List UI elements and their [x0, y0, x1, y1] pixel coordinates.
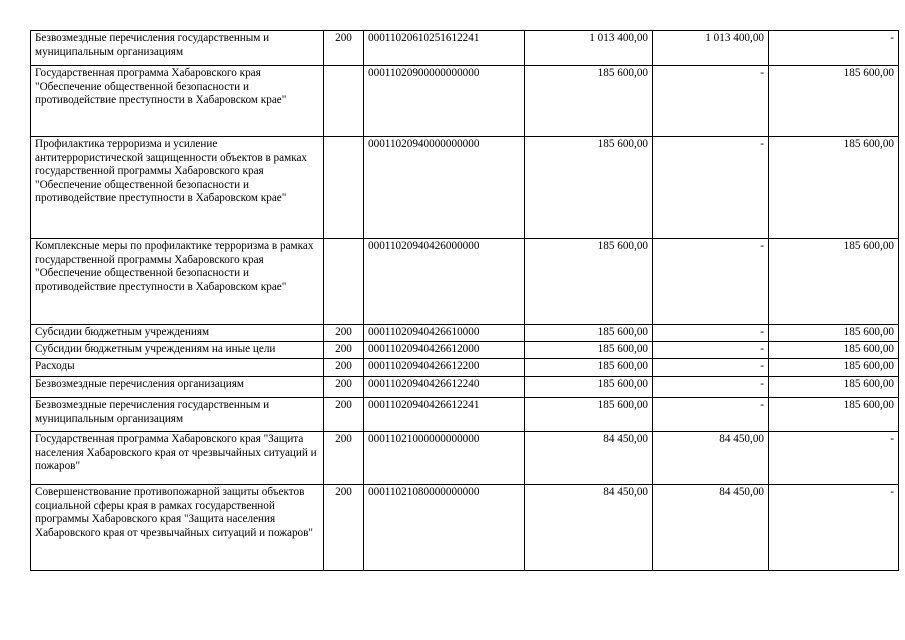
amount-cell-2: 84 450,00	[653, 485, 769, 571]
admin-code-cell: 200	[324, 359, 364, 377]
row-name-cell: Субсидии бюджетным учреждениям на иные цели	[31, 342, 324, 359]
amount-cell-1: 185 600,00	[525, 359, 653, 377]
row-name-cell: Комплексные меры по профилактике терроризма в рамках государственной программы Хабаровского края "Обеспечение общественной безопасности и противодействие преступности в Хабаровском крае"	[31, 239, 324, 325]
budget-code-cell: 00011020940426612240	[364, 377, 525, 398]
amount-cell-1: 185 600,00	[525, 377, 653, 398]
budget-code-cell: 00011021080000000000	[364, 485, 525, 571]
amount-cell-2: -	[653, 325, 769, 342]
table-row	[31, 485, 899, 571]
admin-code-cell	[324, 66, 364, 137]
budget-code-cell: 00011020940426612200	[364, 359, 525, 377]
admin-code-cell: 200	[324, 325, 364, 342]
amount-cell-1: 185 600,00	[525, 137, 653, 239]
amount-cell-2: -	[653, 398, 769, 432]
amount-cell-1: 84 450,00	[525, 432, 653, 485]
table-row	[31, 31, 899, 66]
row-name-cell: Безвозмездные перечисления государственным и муниципальным организациям	[31, 31, 324, 66]
amount-cell-1: 1 013 400,00	[525, 31, 653, 66]
admin-code-cell	[324, 137, 364, 239]
table-row	[31, 359, 899, 377]
budget-code-cell: 00011021000000000000	[364, 432, 525, 485]
row-name-cell: Государственная программа Хабаровского края "Защита населения Хабаровского края от чрезвычайных ситуаций и пожаров"	[31, 432, 324, 485]
row-name-cell: Государственная программа Хабаровского края "Обеспечение общественной безопасности и противодействие преступности в Хабаровском крае"	[31, 66, 324, 137]
amount-cell-1: 185 600,00	[525, 239, 653, 325]
admin-code-cell: 200	[324, 485, 364, 571]
table-row	[31, 432, 899, 485]
budget-code-cell: 00011020900000000000	[364, 66, 525, 137]
amount-cell-2: -	[653, 239, 769, 325]
table-row	[31, 398, 899, 432]
budget-code-cell: 00011020940000000000	[364, 137, 525, 239]
budget-code-cell: 00011020610251612241	[364, 31, 525, 66]
amount-cell-1: 185 600,00	[525, 398, 653, 432]
row-name-cell: Субсидии бюджетным учреждениям	[31, 325, 324, 342]
admin-code-cell: 200	[324, 377, 364, 398]
row-name-cell: Безвозмездные перечисления организациям	[31, 377, 324, 398]
budget-code-cell: 00011020940426610000	[364, 325, 525, 342]
amount-cell-1: 185 600,00	[525, 325, 653, 342]
amount-cell-3: 185 600,00	[769, 325, 899, 342]
amount-cell-3: 185 600,00	[769, 398, 899, 432]
table-row	[31, 342, 899, 359]
budget-code-cell: 00011020940426612241	[364, 398, 525, 432]
budget-expenditure-table	[30, 30, 899, 571]
amount-cell-3: 185 600,00	[769, 342, 899, 359]
amount-cell-3: 185 600,00	[769, 239, 899, 325]
amount-cell-3: 185 600,00	[769, 66, 899, 137]
amount-cell-1: 185 600,00	[525, 342, 653, 359]
amount-cell-3: 185 600,00	[769, 359, 899, 377]
admin-code-cell	[324, 239, 364, 325]
amount-cell-3: 185 600,00	[769, 377, 899, 398]
amount-cell-1: 84 450,00	[525, 485, 653, 571]
table-row	[31, 377, 899, 398]
amount-cell-2: 1 013 400,00	[653, 31, 769, 66]
table-row	[31, 137, 899, 239]
amount-cell-3: -	[769, 432, 899, 485]
budget-code-cell: 00011020940426000000	[364, 239, 525, 325]
admin-code-cell: 200	[324, 398, 364, 432]
amount-cell-2: -	[653, 342, 769, 359]
amount-cell-3: 185 600,00	[769, 137, 899, 239]
budget-code-cell: 00011020940426612000	[364, 342, 525, 359]
row-name-cell: Безвозмездные перечисления государственным и муниципальным организациям	[31, 398, 324, 432]
admin-code-cell: 200	[324, 31, 364, 66]
amount-cell-2: -	[653, 377, 769, 398]
amount-cell-3: -	[769, 31, 899, 66]
admin-code-cell: 200	[324, 432, 364, 485]
amount-cell-3: -	[769, 485, 899, 571]
amount-cell-2: 84 450,00	[653, 432, 769, 485]
table-body	[31, 31, 899, 571]
amount-cell-2: -	[653, 137, 769, 239]
row-name-cell: Расходы	[31, 359, 324, 377]
table-row	[31, 325, 899, 342]
admin-code-cell: 200	[324, 342, 364, 359]
amount-cell-1: 185 600,00	[525, 66, 653, 137]
row-name-cell: Совершенствование противопожарной защиты объектов социальной сферы края в рамках государственной программы Хабаровского края "Защита населения Хабаровского края от чрезвычайных ситуаций и пожаров"	[31, 485, 324, 571]
table-row	[31, 66, 899, 137]
amount-cell-2: -	[653, 66, 769, 137]
amount-cell-2: -	[653, 359, 769, 377]
table-row	[31, 239, 899, 325]
row-name-cell: Профилактика терроризма и усиление антитеррористической защищенности объектов в рамках государственной программы Хабаровского края "Обеспечение общественной безопасности и противодействие преступности в Хабаровском крае"	[31, 137, 324, 239]
